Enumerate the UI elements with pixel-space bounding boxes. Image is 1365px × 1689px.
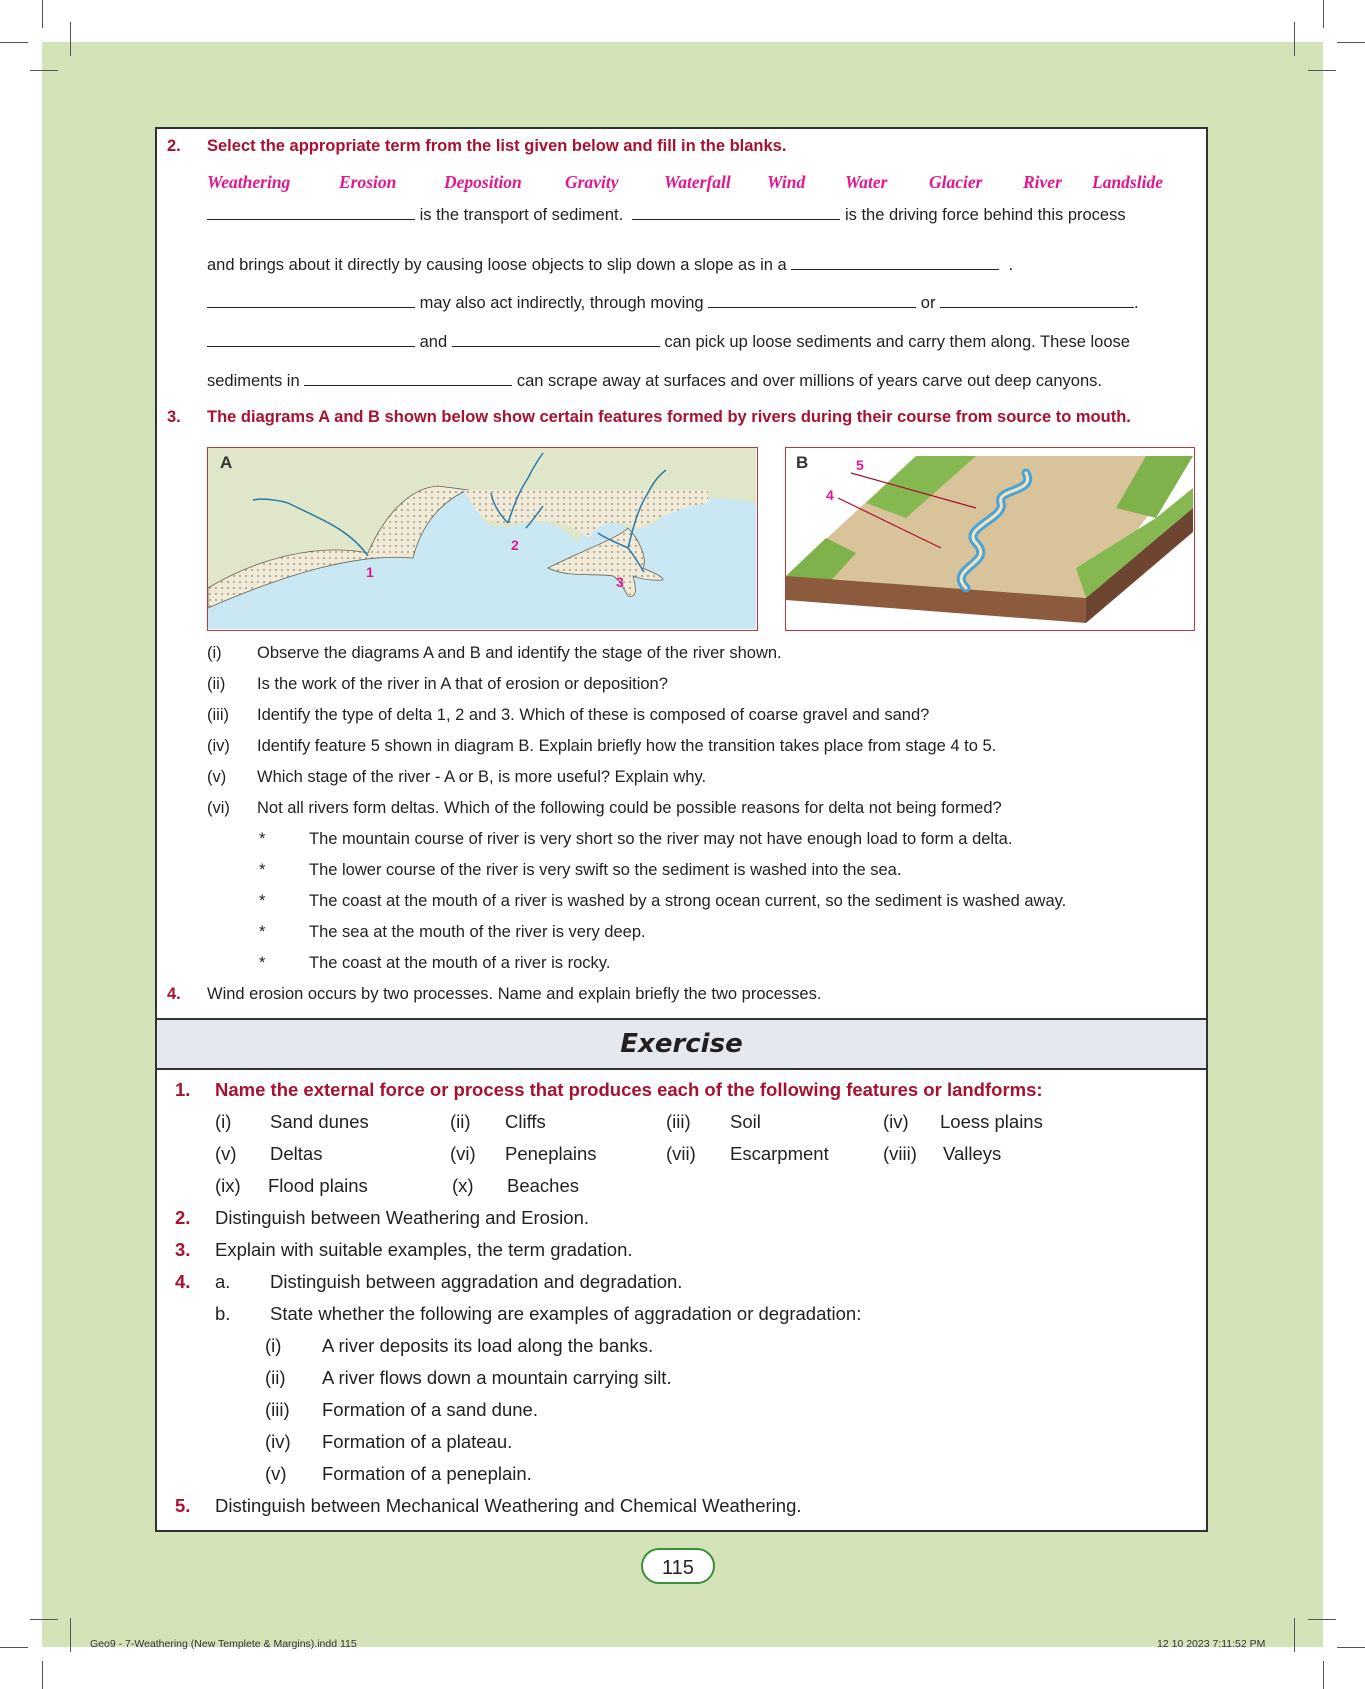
item-text: Formation of a peneplain.: [322, 1463, 532, 1484]
question-number: 2.: [167, 137, 181, 155]
item-label: (v): [207, 768, 227, 786]
answer-blank[interactable]: [791, 255, 999, 270]
diagram-b: [785, 447, 1195, 631]
item-label: (vi): [207, 799, 230, 817]
item-text: Cliffs: [505, 1111, 546, 1132]
bullet-text: The coast at the mouth of a river is washed by a strong ocean current, so the sediment is washed away.: [309, 892, 1067, 910]
item-label: (i): [215, 1111, 232, 1132]
bullet: *: [259, 954, 266, 972]
item-label: (vii): [666, 1143, 696, 1164]
crop-mark: [1323, 0, 1324, 28]
term-item: Landslide: [1092, 172, 1163, 192]
term-item: Erosion: [339, 172, 397, 192]
crop-mark: [1294, 22, 1295, 56]
item-label: (iii): [265, 1399, 290, 1420]
item-text: Flood plains: [268, 1175, 368, 1196]
diagram-marker: 3: [616, 574, 624, 590]
item-text: Observe the diagrams A and B and identify the stage of the river shown.: [257, 644, 782, 662]
fill-line: may also act indirectly, through moving or .: [207, 293, 1139, 313]
exercise-number: 3.: [175, 1239, 191, 1260]
item-label: (ii): [207, 675, 226, 693]
crop-mark: [1308, 1619, 1336, 1620]
content-box: [155, 127, 1208, 1532]
bullet-text: The mountain course of river is very short so the river may not have enough load to form a delta.: [309, 830, 1013, 848]
exercise-header: [157, 1018, 1206, 1070]
term-item: Glacier: [929, 172, 983, 192]
exercise-title: Exercise: [620, 1029, 743, 1059]
question-number: 3.: [167, 408, 181, 426]
answer-blank[interactable]: [708, 293, 916, 308]
item-text: Not all rivers form deltas. Which of the following could be possible reasons for delta not being formed?: [257, 799, 1002, 817]
answer-blank[interactable]: [940, 293, 1134, 308]
bullet: *: [259, 923, 266, 941]
crop-mark: [70, 22, 71, 56]
item-label: (i): [207, 644, 222, 662]
term-item: Gravity: [565, 172, 619, 192]
item-label: (iii): [666, 1111, 691, 1132]
crop-mark: [42, 1661, 43, 1689]
crop-mark: [1337, 42, 1365, 43]
crop-mark: [0, 1647, 28, 1648]
item-label: (iv): [883, 1111, 909, 1132]
sub-label: a.: [215, 1271, 231, 1292]
exercise-prompt: Name the external force or process that produces each of the following features or landforms:: [215, 1079, 1043, 1100]
bullet: *: [259, 861, 266, 879]
item-label: (v): [215, 1143, 237, 1164]
crop-mark: [1337, 1647, 1365, 1648]
exercise-text: Distinguish between Weathering and Erosion.: [215, 1207, 589, 1228]
diagram-marker: 4: [826, 487, 834, 503]
crop-mark: [30, 1619, 58, 1620]
bullet: *: [259, 892, 266, 910]
crop-mark: [42, 0, 43, 28]
diagram-marker: 2: [511, 537, 519, 553]
fill-line: sediments in can scrape away at surfaces and over millions of years carve out deep canyons.: [207, 372, 1102, 390]
question-text: Wind erosion occurs by two processes. Name and explain briefly the two processes.: [207, 985, 822, 1003]
item-text: Which stage of the river - A or B, is more useful? Explain why.: [257, 768, 707, 786]
diagram-label: B: [796, 453, 809, 472]
item-text: A river deposits its load along the banks.: [322, 1335, 654, 1356]
item-label: (x): [452, 1175, 474, 1196]
crop-mark: [1323, 1661, 1324, 1689]
item-text: Peneplains: [505, 1143, 597, 1164]
answer-blank[interactable]: [632, 205, 840, 220]
sub-text: Distinguish between aggradation and degradation.: [270, 1271, 683, 1292]
bullet-text: The lower course of the river is very swift so the sediment is washed into the sea.: [309, 861, 902, 879]
fill-line: and brings about it directly by causing loose objects to slip down a slope as in a .: [207, 256, 1014, 274]
item-text: Formation of a sand dune.: [322, 1399, 538, 1420]
answer-blank[interactable]: [304, 371, 512, 386]
diagram-marker: 1: [366, 564, 374, 580]
item-text: Identify the type of delta 1, 2 and 3. Which of these is composed of coarse gravel and sand?: [257, 706, 930, 724]
exercise-number: 4.: [175, 1271, 191, 1292]
crop-mark: [70, 1618, 71, 1652]
item-text: Beaches: [507, 1175, 579, 1196]
exercise-number: 2.: [175, 1207, 191, 1228]
diagram-label: A: [220, 453, 233, 472]
item-text: Formation of a plateau.: [322, 1431, 513, 1452]
item-label: (iv): [265, 1431, 291, 1452]
footer-timestamp: 12 10 2023 7:11:52 PM: [1157, 1638, 1266, 1650]
answer-blank[interactable]: [207, 332, 415, 347]
term-item: Waterfall: [664, 172, 731, 192]
item-text: A river flows down a mountain carrying silt.: [322, 1367, 672, 1388]
meander-illustration: [786, 448, 1193, 629]
item-label: (iv): [207, 737, 230, 755]
answer-blank[interactable]: [207, 205, 415, 220]
item-label: (v): [265, 1463, 287, 1484]
item-label: (vi): [450, 1143, 476, 1164]
exercise-number: 5.: [175, 1495, 191, 1516]
answer-blank[interactable]: [207, 293, 415, 308]
item-label: (iii): [207, 706, 229, 724]
footer-file: Geo9 - 7-Weathering (New Templete & Margins).indd 115: [90, 1638, 357, 1650]
question-prompt: The diagrams A and B shown below show certain features formed by rivers during their course from source to mouth.: [207, 408, 1131, 426]
item-label: (ii): [265, 1367, 286, 1388]
item-label: (ii): [450, 1111, 471, 1132]
crop-mark: [1294, 1618, 1295, 1652]
sub-label: b.: [215, 1303, 231, 1324]
crop-mark: [1308, 70, 1336, 71]
page-number: 115: [641, 1548, 715, 1584]
crop-mark: [0, 42, 28, 43]
term-item: River: [1023, 172, 1062, 192]
diagram-marker: 5: [856, 457, 864, 473]
item-text: Deltas: [270, 1143, 323, 1164]
exercise-text: Explain with suitable examples, the term gradation.: [215, 1239, 633, 1260]
item-label: (viii): [883, 1143, 917, 1164]
bullet-text: The coast at the mouth of a river is rocky.: [309, 954, 611, 972]
term-item: Deposition: [444, 172, 522, 192]
question-number: 4.: [167, 985, 181, 1003]
fill-line: and can pick up loose sediments and carry them along. These loose: [207, 332, 1130, 352]
sub-text: State whether the following are examples of aggradation or degradation:: [270, 1303, 862, 1324]
item-text: Soil: [730, 1111, 761, 1132]
bullet-text: The sea at the mouth of the river is very deep.: [309, 923, 646, 941]
item-label: (ix): [215, 1175, 241, 1196]
term-item: Water: [845, 172, 888, 192]
term-item: Wind: [767, 172, 806, 192]
term-item: Weathering: [207, 172, 291, 192]
bullet: *: [259, 830, 266, 848]
item-text: Loess plains: [940, 1111, 1043, 1132]
item-text: Sand dunes: [270, 1111, 369, 1132]
exercise-text: Distinguish between Mechanical Weathering and Chemical Weathering.: [215, 1495, 802, 1516]
fill-line: is the transport of sediment. is the driving force behind this process: [207, 205, 1126, 225]
crop-mark: [30, 70, 58, 71]
term-list: [207, 172, 1187, 196]
delta-illustration: [208, 448, 756, 629]
item-text: Identify feature 5 shown in diagram B. Explain briefly how the transition takes place from stage 4 to 5.: [257, 737, 997, 755]
question-prompt: Select the appropriate term from the list given below and fill in the blanks.: [207, 137, 787, 155]
item-label: (i): [265, 1335, 282, 1356]
diagram-a: [207, 447, 758, 631]
item-text: Escarpment: [730, 1143, 829, 1164]
item-text: Valleys: [943, 1143, 1002, 1164]
item-text: Is the work of the river in A that of erosion or deposition?: [257, 675, 668, 693]
exercise-number: 1.: [175, 1079, 191, 1100]
answer-blank[interactable]: [452, 332, 660, 347]
